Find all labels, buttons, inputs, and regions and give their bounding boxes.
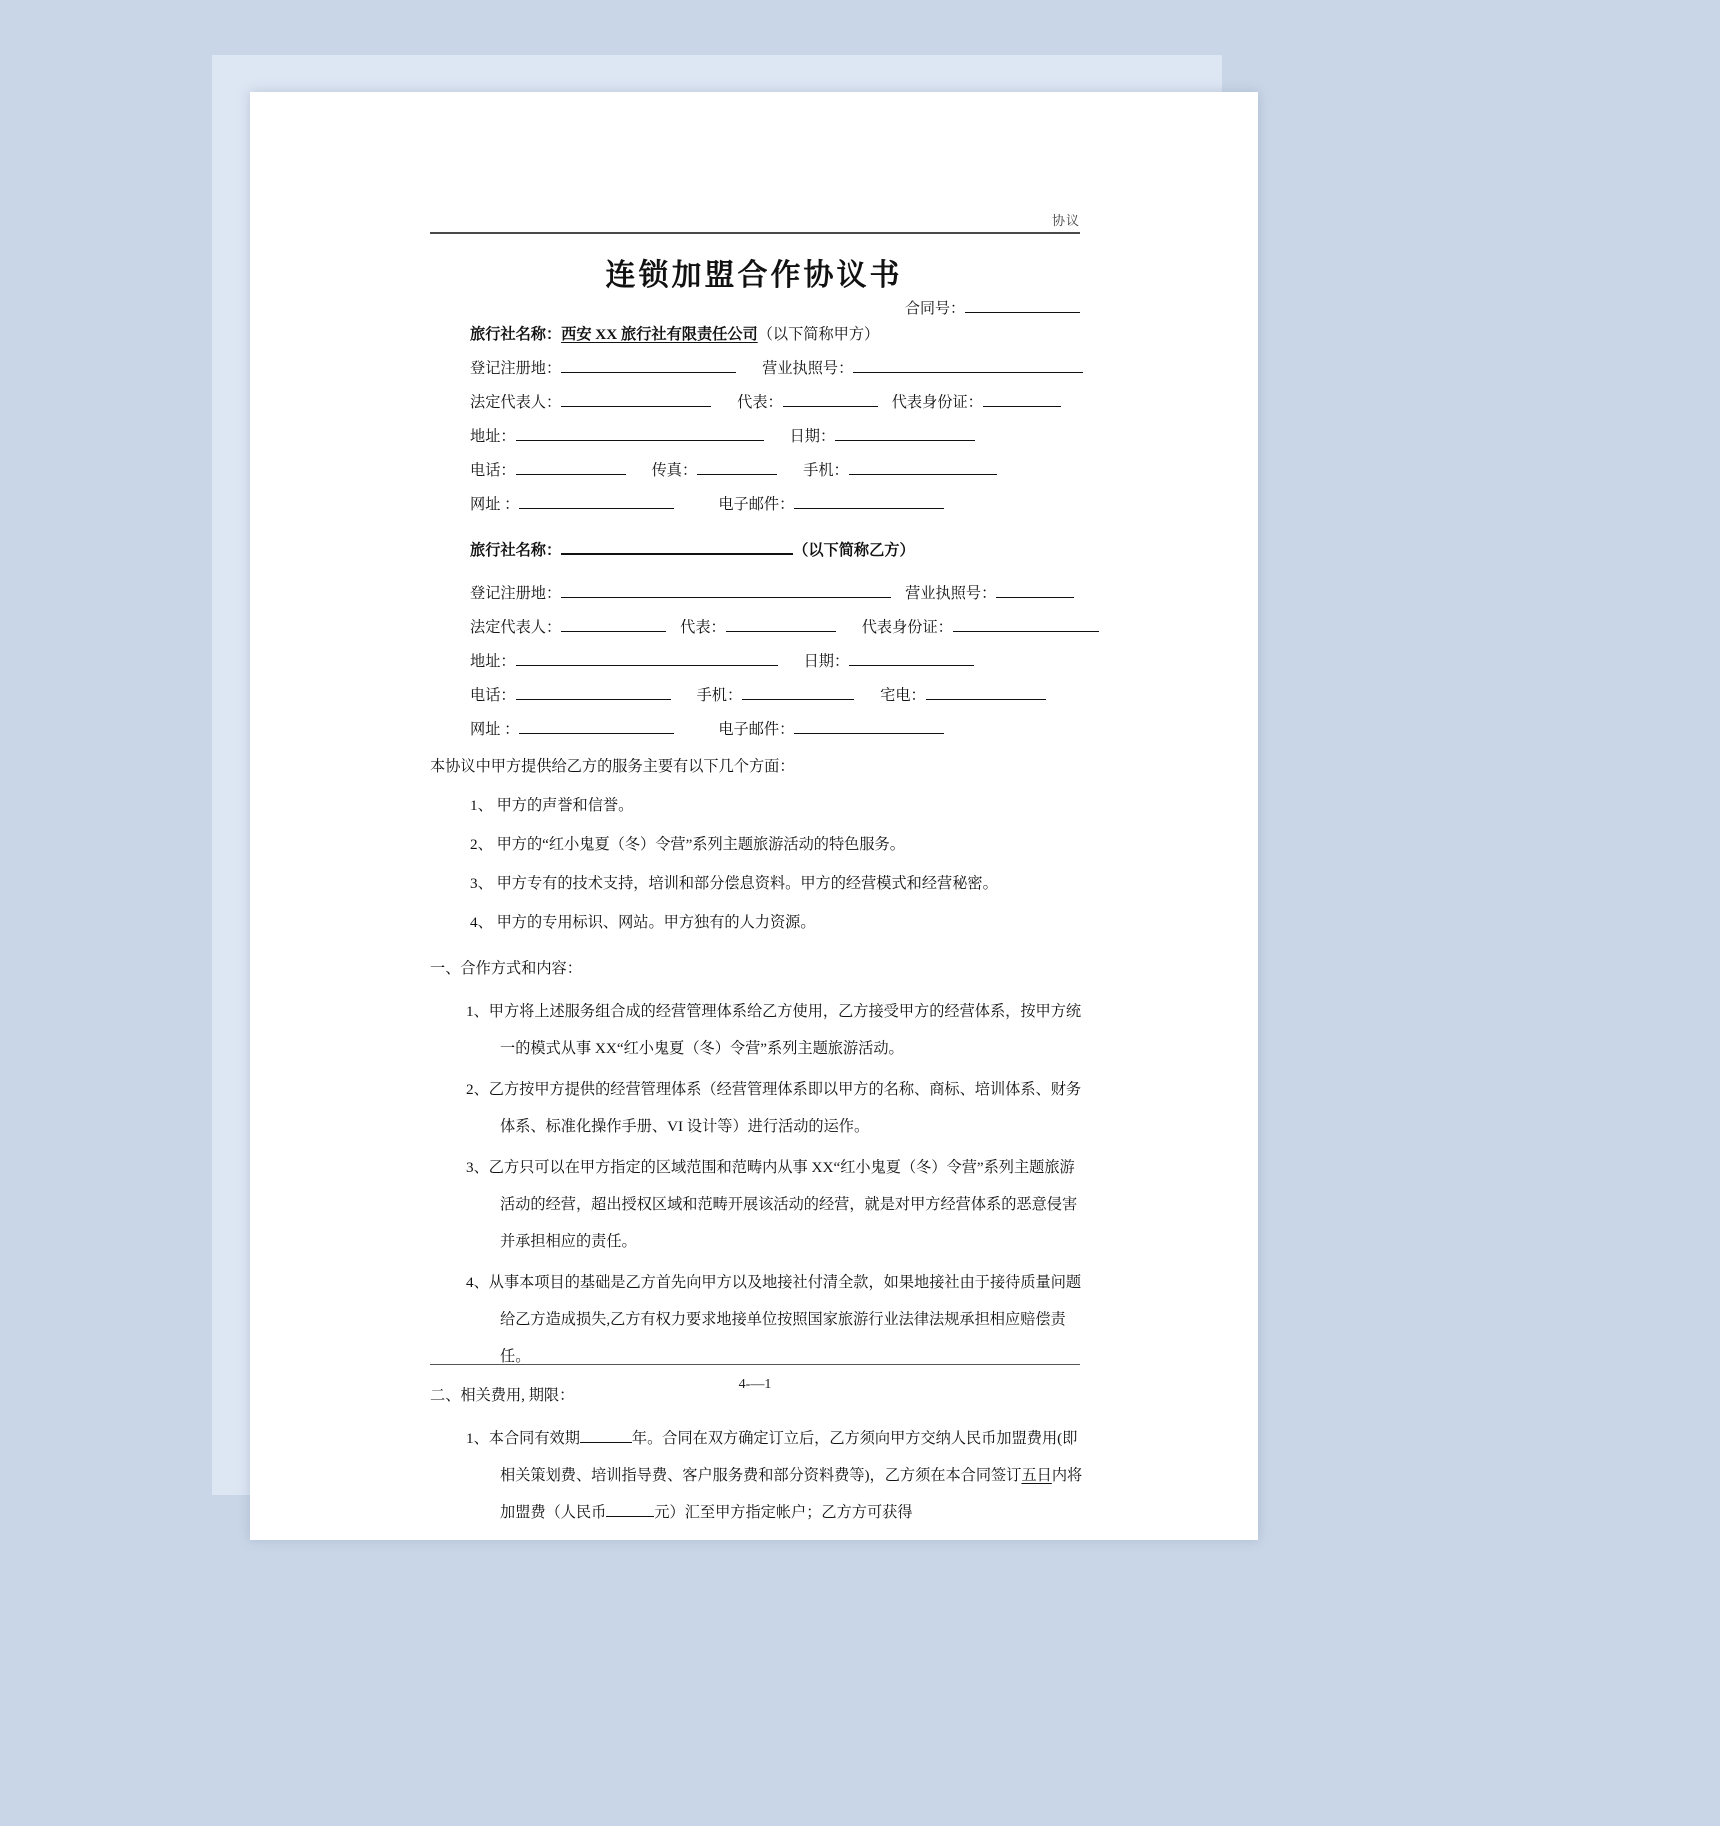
document-page: [250, 92, 1258, 1540]
contract-number-label: 合同号：: [904, 301, 965, 317]
party-a-email-blank[interactable]: [794, 493, 944, 509]
party-a-mobile-label: 手机：: [803, 462, 849, 479]
party-a-license-label: 营业执照号：: [762, 360, 854, 377]
section-two-item-1-part1: 1、本合同有效期: [466, 1430, 580, 1447]
party-b-rep-id-label: 代表身份证：: [861, 619, 953, 636]
party-b-website-blank[interactable]: [519, 718, 674, 734]
footer-page-number: 4-—1: [738, 1377, 772, 1392]
footer-rule: [430, 1364, 1080, 1365]
document-body: [430, 324, 1086, 1535]
party-a-mobile-blank[interactable]: [849, 459, 997, 475]
party-b-name-suffix: （以下简称乙方）: [793, 542, 915, 559]
party-a-address-label: 地址：: [470, 428, 516, 445]
services-item-4: 4、 甲方的专用标识、网站。甲方独有的人力资源。: [470, 914, 816, 931]
party-b-row-4: [430, 684, 1086, 707]
section-two-heading: 二、相关费用, 期限：: [430, 1387, 575, 1404]
party-a-name-value: 西安 XX 旅行社有限责任公司: [561, 326, 758, 343]
party-a-row-3: [430, 425, 1086, 448]
services-item-2: 2、 甲方的“红小鬼夏（冬）令营”系列主题旅游活动的特色服务。: [470, 836, 905, 853]
party-a-rep-id-label: 代表身份证：: [891, 394, 983, 411]
section-two-days-value: 五日: [1021, 1467, 1052, 1484]
party-b-rep-id-blank[interactable]: [953, 616, 1099, 632]
party-a-rep-label: 代表：: [737, 394, 783, 411]
party-b-phone-label: 电话：: [470, 687, 516, 704]
services-item-1: 1、 甲方的声誉和信誉。: [470, 797, 634, 814]
party-b-date-label: 日期：: [803, 653, 850, 670]
party-a-date-blank[interactable]: [835, 425, 975, 441]
section-two-item-1-part4: 元）汇至甲方指定帐户；乙方方可获得: [654, 1504, 913, 1521]
party-b-mobile-label: 手机：: [696, 687, 743, 704]
party-a-license-blank[interactable]: [853, 357, 1083, 373]
party-b-mobile-blank[interactable]: [742, 684, 854, 700]
party-a-fax-label: 传真：: [651, 462, 698, 479]
section-one-item-3: 3、乙方只可以在甲方指定的区域范围和范畴内从事 XX“红小鬼夏（冬）令营”系列主题旅游活动的经营，超出授权区域和范畴开展该活动的经营，就是对甲方经营体系的恶意侵害并承担相应的责任。: [466, 1159, 1078, 1250]
section-one-item-2: 2、乙方按甲方提供的经营管理体系（经营管理体系即以甲方的名称、商标、培训体系、财务体系、标准化操作手册、VI 设计等）进行活动的运作。: [466, 1081, 1082, 1135]
party-b-reg-address-blank[interactable]: [561, 582, 891, 598]
contract-number-blank[interactable]: [965, 297, 1080, 313]
party-a-reg-address-blank[interactable]: [561, 357, 736, 373]
party-a-phone-blank[interactable]: [516, 459, 626, 475]
party-a-date-label: 日期：: [789, 428, 836, 445]
party-b-row-2: [430, 616, 1086, 639]
party-a-address-blank[interactable]: [516, 425, 764, 441]
party-b-home-phone-blank[interactable]: [926, 684, 1046, 700]
party-b-website-label: 网址 ：: [470, 721, 520, 738]
party-b-row-5: [430, 718, 1086, 741]
party-a-row-1: [430, 357, 1086, 380]
party-b-home-phone-label: 宅电：: [880, 687, 926, 704]
party-b-phone-blank[interactable]: [516, 684, 671, 700]
party-a-row-5: [430, 493, 1086, 516]
section-one-item-4: 4、从事本项目的基础是乙方首先向甲方以及地接社付清全款，如果地接社由于接待质量问题给乙方造成损失,乙方有权力要求地接单位按照国家旅游行业法律法规承担相应赔偿责任。: [466, 1274, 1082, 1365]
party-a-name-label: 旅行社名称：: [470, 326, 562, 343]
party-b-address-blank[interactable]: [516, 650, 778, 666]
party-b-rep-label: 代表：: [680, 619, 726, 636]
section-two-item-1-part3: 内将加盟费（人民币: [500, 1467, 1083, 1521]
party-a-rep-blank[interactable]: [783, 391, 878, 407]
services-lead: 本协议中甲方提供给乙方的服务主要有以下几个方面：: [430, 758, 795, 775]
party-b-email-label: 电子邮件：: [718, 721, 795, 738]
section-two-term-blank[interactable]: [580, 1427, 632, 1443]
party-b-legal-rep-blank[interactable]: [561, 616, 666, 632]
party-a-name-suffix: （以下简称甲方）: [757, 326, 880, 343]
page-header: 协议: [1051, 213, 1080, 228]
party-b-license-label: 营业执照号：: [905, 585, 997, 602]
party-b-row-1: [430, 582, 1086, 605]
party-a-phone-label: 电话：: [470, 462, 516, 479]
party-b-license-blank[interactable]: [996, 582, 1074, 598]
party-a-fax-blank[interactable]: [697, 459, 777, 475]
party-b-row-3: [430, 650, 1086, 673]
party-a-row-4: [430, 459, 1086, 482]
section-two-item-1: [430, 1420, 1086, 1531]
party-b-legal-rep-label: 法定代表人：: [470, 619, 562, 636]
page-title: 连锁加盟合作协议书: [605, 259, 903, 292]
services-item-3: 3、 甲方专有的技术支持，培训和部分偿息资料。甲方的经营模式和经营秘密。: [470, 875, 998, 892]
party-b-date-blank[interactable]: [849, 650, 974, 666]
party-b-name-blank[interactable]: [561, 538, 793, 555]
section-one-heading: 一、合作方式和内容：: [430, 960, 582, 977]
party-a-legal-rep-label: 法定代表人：: [470, 394, 562, 411]
party-a-website-blank[interactable]: [519, 493, 674, 509]
section-two-fee-blank[interactable]: [606, 1501, 654, 1517]
section-two-item-1-part2: 年。合同在双方确定订立后，乙方须向甲方交纳人民币加盟费用(即相关策划费、培训指导费、客户服务费和部分资料费等)，乙方须在本合同签订: [500, 1430, 1078, 1484]
party-a-rep-id-blank[interactable]: [983, 391, 1061, 407]
party-a-reg-address-label: 登记注册地：: [470, 360, 562, 377]
document-sheet: [250, 92, 1258, 1540]
party-b-address-label: 地址：: [470, 653, 516, 670]
party-a-legal-rep-blank[interactable]: [561, 391, 711, 407]
party-b-reg-address-label: 登记注册地：: [470, 585, 562, 602]
party-b-name-row: [430, 538, 1086, 562]
party-a-row-2: [430, 391, 1086, 414]
contract-number-field: [430, 297, 1080, 318]
party-b-name-label: 旅行社名称：: [470, 542, 562, 559]
party-a-name-row: [430, 324, 1086, 346]
party-b-rep-blank[interactable]: [726, 616, 836, 632]
party-a-website-label: 网址 ：: [470, 496, 520, 513]
party-a-email-label: 电子邮件：: [718, 496, 795, 513]
header-rule: [430, 232, 1080, 234]
section-one-item-1: 1、甲方将上述服务组合成的经营管理体系给乙方使用，乙方接受甲方的经营体系，按甲方统一的模式从事 XX“红小鬼夏（冬）令营”系列主题旅游活动。: [466, 1003, 1082, 1057]
party-b-email-blank[interactable]: [794, 718, 944, 734]
